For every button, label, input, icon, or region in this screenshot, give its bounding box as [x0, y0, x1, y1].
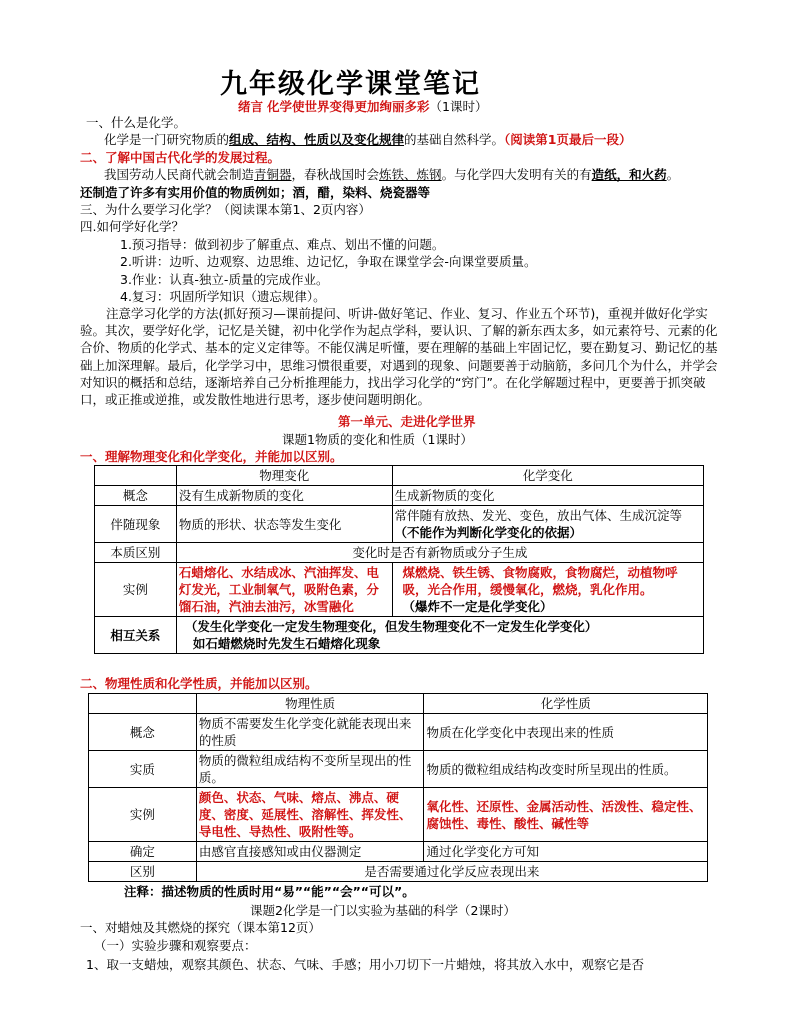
section-how-learn: 四.如何学好化学？: [80, 219, 184, 234]
definition-key: 组成、结构、性质以及变化规律: [229, 132, 405, 147]
table-header: 化学变化: [392, 466, 703, 486]
intro-heading-hours: （1课时）: [429, 99, 488, 114]
table-cell: 通过化学变化方可知: [424, 842, 708, 862]
table-cell: 是否需要通过化学反应表现出来: [196, 862, 707, 882]
row-label: 实质: [89, 751, 197, 788]
row-label: 实例: [95, 563, 177, 617]
table-row: [95, 506, 704, 543]
study-method-paragraph: 注意学习化学的方法(抓好预习—课前提问、听讲-做好笔记、作业、复习、作业五个环节)，重视并做好化学实验。其次，要学好化学，记忆是关键，初中化学作为起点学科，要认识、了解的新东西太多，如元素符号、元素的化合价、物质的化学式、基本的定义定律等。不能仅满足听懂，要在理解的基础上牢固记忆，要在勤复习、勤记忆的基础上加深理解。最后，化学学习中，思维习惯很重要，对遇到的现象、问题要善于动脑筋，多问几个为什么，并学会对知识的概括和总结，逐渐培养自己分析推理能力，找出学习化学的“窍门”。在化学解题过程中，更要善于抓突破口，或正推或逆推，或发散性地进行思考，逐步使问题明朗化。: [80, 306, 718, 408]
history-bronze: 青铜器: [254, 167, 292, 182]
table-row: [89, 714, 708, 751]
row-label: 概念: [89, 714, 197, 751]
table-row: [95, 617, 704, 654]
table-cell: 如石蜡燃烧时先发生石蜡熔化现象: [192, 636, 381, 651]
intro-heading-title: 化学使世界变得更加绚丽多彩: [267, 99, 430, 114]
table-cell: 物质不需要发生化学变化就能表现出来的性质: [196, 714, 424, 751]
properties-table: [88, 693, 708, 882]
history-text-b: ，春秋战国时会: [291, 167, 380, 182]
table-cell: 氧化性、还原性、金属活动性、活泼性、稳定性、腐蚀性、毒性、酸性、碱性等: [424, 788, 708, 842]
table-cell: 物质的形状、状态等发生变化: [176, 506, 392, 543]
method-item: 3.作业：认真-独立-质量的完成作业。: [120, 272, 329, 287]
table-cell: 物质的微粒组成结构改变时所呈现出的性质。: [424, 751, 708, 788]
unit-title: 第一单元、走进化学世界: [338, 414, 476, 429]
section-candle: 一、对蜡烛及其燃烧的探究（课本第12页）: [80, 920, 321, 935]
table-cell: （发生化学变化一定发生物理变化，但发生物理变化不一定发生化学变化）: [184, 619, 598, 634]
table-row: [95, 486, 704, 506]
history-products: 还制造了许多有实用价值的物质例如；酒，醋，染料、烧瓷器等: [80, 185, 431, 200]
table-cell: 颜色、状态、气味、熔点、沸点、硬度、密度、延展性、溶解性、挥发性、导电性、导热性、吸附性等。: [196, 788, 424, 842]
history-text-c: 。与化学四大发明有关的有: [441, 167, 592, 182]
row-label: 本质区别: [95, 543, 177, 563]
lesson-title: 课题2化学是一门以实验为基础的科学（2课时）: [250, 903, 516, 918]
definition-text: 化学是一门研究物质的: [104, 132, 230, 147]
section-changes: 一、理解物理变化和化学变化，并能加以区别。: [80, 449, 343, 464]
table-cell-group: [392, 506, 703, 543]
method-item: 1.预习指导：做到初步了解重点、难点、划出不懂的问题。: [120, 237, 445, 252]
table-cell: 石蜡熔化、水结成冰、汽油挥发、电灯发光，工业制氧气，吸附色素，分馏石油，汽油去油污，冰雪融化: [176, 563, 392, 617]
reading-note: （阅读第1页最后一段）: [504, 132, 632, 147]
table-cell-note: （爆炸不一定是化学变化）: [402, 599, 553, 614]
history-inventions: 造纸，和火药: [591, 167, 667, 182]
row-label: 相互关系: [95, 617, 177, 654]
table-header-row: [89, 694, 708, 714]
table-row: [95, 543, 704, 563]
table-cell-note: （不能作为判断化学变化的依据）: [394, 525, 583, 540]
properties-note: 注释：描述物质的性质时用“易”“能”“会”“可以”。: [124, 884, 415, 899]
section-what-is-chemistry: 一、什么是化学。: [86, 115, 187, 130]
method-item: 2.听讲：边听、边观察、边思维、边记忆，争取在课堂学会-向课堂要质量。: [120, 254, 537, 269]
table-row: [89, 842, 708, 862]
row-label: 确定: [89, 842, 197, 862]
table-row: [95, 563, 704, 617]
table-header: 化学性质: [424, 694, 708, 714]
history-text-d: 。: [666, 167, 680, 182]
page-title: 九年级化学课堂笔记: [220, 69, 481, 100]
table-cell: 物质在化学变化中表现出来的性质: [424, 714, 708, 751]
subsection-steps: （一）实验步骤和观察要点：: [94, 938, 257, 953]
table-cell: 变化时是否有新物质或分子生成: [176, 543, 703, 563]
history-iron: 炼铁、炼钢: [379, 167, 442, 182]
lesson-title: 课题1物质的变化和性质（1课时）: [282, 432, 473, 447]
method-item: 4.复习：巩固所学知识（遗忘规律）。: [120, 289, 326, 304]
table-header: [89, 694, 197, 714]
row-label: 伴随现象: [95, 506, 177, 543]
section-history: 二、了解中国古代化学的发展过程。: [80, 150, 281, 165]
table-header-row: [95, 466, 704, 486]
row-label: 概念: [95, 486, 177, 506]
table-cell-group: [176, 617, 703, 654]
history-text: [104, 166, 679, 183]
row-label: 实例: [89, 788, 197, 842]
changes-table: [94, 465, 704, 654]
chemistry-definition: [104, 131, 632, 148]
table-row: [89, 788, 708, 842]
table-row: [89, 751, 708, 788]
table-cell: 生成新物质的变化: [392, 486, 703, 506]
table-header: 物理变化: [176, 466, 392, 486]
table-header: [95, 466, 177, 486]
intro-heading: [238, 97, 487, 115]
section-properties: 二、物理性质和化学性质，并能加以区别。: [80, 676, 318, 691]
table-cell-group: [392, 563, 703, 617]
intro-heading-label: 绪言: [238, 99, 264, 114]
row-label: 区别: [89, 862, 197, 882]
history-text-a: 我国劳动人民商代就会制造: [104, 167, 255, 182]
table-cell: 煤燃烧、铁生锈、食物腐败，食物腐烂，动植物呼吸，光合作用，缓慢氧化，燃烧，乳化作用。: [402, 565, 678, 597]
table-row: [89, 862, 708, 882]
table-header: 物理性质: [196, 694, 424, 714]
table-cell: 没有生成新物质的变化: [176, 486, 392, 506]
definition-tail: 的基础自然科学。: [404, 132, 505, 147]
table-cell: 物质的微粒组成结构不变所呈现出的性质。: [196, 751, 424, 788]
section-why-learn: 三、为什么要学习化学？（阅读课本第1、2页内容）: [80, 202, 371, 217]
step-text: 1、取一支蜡烛，观察其颜色、状态、气味、手感；用小刀切下一片蜡烛，将其放入水中，观察它是否: [86, 957, 644, 972]
table-cell: 由感官直接感知或由仪器测定: [196, 842, 424, 862]
table-cell: 常伴随有放热、发光、变色，放出气体、生成沉淀等: [394, 508, 683, 523]
